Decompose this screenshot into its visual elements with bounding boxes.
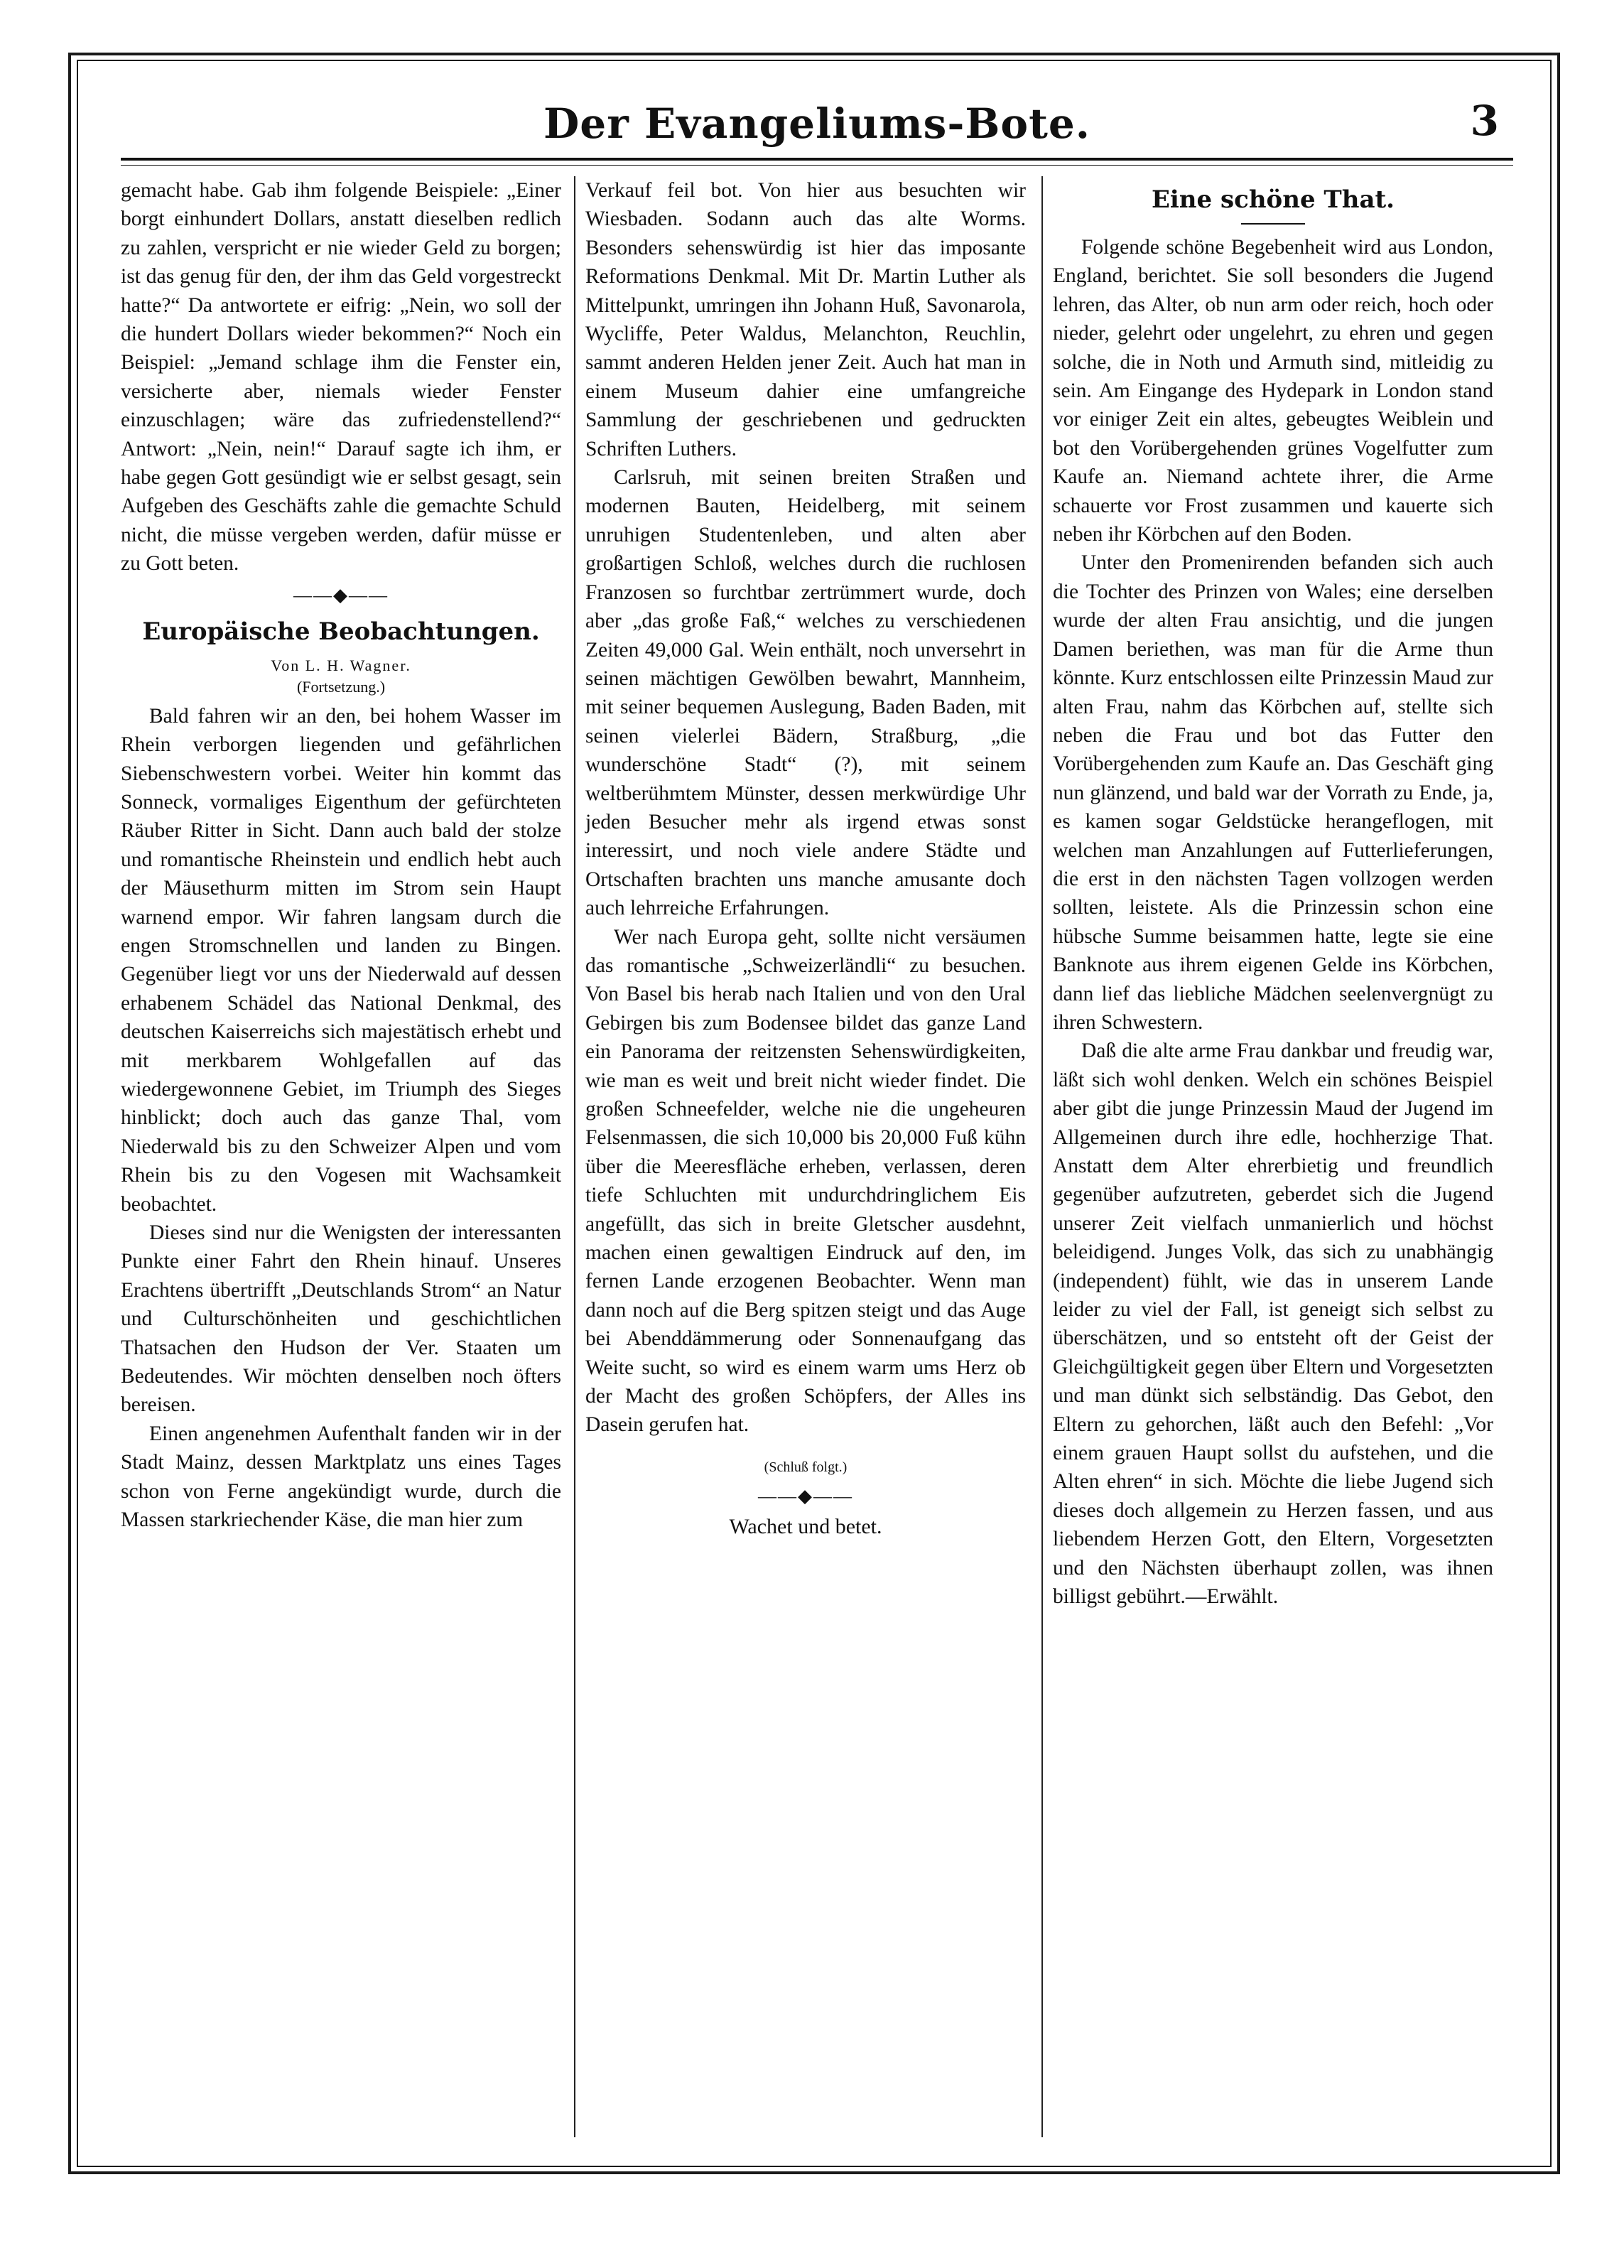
byline: Von L. H. Wagner. [271,656,411,674]
masthead-rule [121,158,1513,161]
paragraph: Bald fahren wir an den, bei hohem Wasser im Rhein verborgen liegenden und gefährlichen Siebenschwestern vorbei. Weiter hin kommt das Sonneck, vormaliges Eigenthum der gefürchteten Räuber Ritter in Sicht. Dann auch bald der stolze und romantische Rheinstein und endlich hebt auch der Mäusethurm mitten im Strom sein Haupt warnend empor. Wir fahren langsam durch die engen Stromschnellen und landen zu Bingen. Gegenüber liegt vor uns der Niederwald auf dessen erhabenem Schädel das National Denkmal, des deutschen Kaiserreichs sich majestätisch erhebt und mit merkbarem Wohlgefallen auf das wiedergewonnene Gebiet, im Triumph des Sieges hinblickt; doch auch das ganze Thal, vom Niederwald bis zu den Schweizer Alpen und vom Rhein bis zu den Vogesen mit Wachsamkeit beobachtet. [121,704,561,1216]
closing-line: Wachet und betet. [729,1514,882,1538]
paragraph: Unter den Promenirenden befanden sich auch die Tochter des Prinzen von Wales; eine derselben wurde der alten Frau ansichtig, und die jungen Damen beriethen, was man für die Arme thun könnte. Kurz entschlossen eilte Prinzessin Maud zur alten Frau, nahm das Körbchen auf, stellte sich neben die Frau und bot das Futter den Vorübergehenden zum Kaufe an. Das Geschäft ging nun glänzend, und bald war der Vorrath zu Ende, ja, es kamen sogar Geldstücke herangeflogen, mit welchen man Anzahlungen auf Futterlieferungen, die erst in den nächsten Tagen vollzogen werden sollten, leistete. Als die Prinzessin schon eine hübsche Summe beisammen hatte, legte sie eine Banknote aus ihrem eigenen Gelde ins Körbchen, dann lief das liebliche Mädchen seelenvergnügt zu ihren Schwestern. [1053,551,1493,1034]
paragraph: Verkauf feil bot. Von hier aus besuchten wir Wiesbaden. Sodann auch das alte Worms. Besonders sehenswürdig ist hier das imposante Reformations Denkmal. Mit Dr. Martin Luther als Mittelpunkt, umringen ihn Johann Huß, Savonarola, Wycliffe, Peter Waldus, Melanchton, Reuchlin, sammt anderen Helden jener Zeit. Auch hat man in einem Museum dahier eine umfangreiche Sammlung der geschriebenen und gedruckten Schriften Luthers. [585,179,1026,460]
masthead-rule-thin [121,165,1513,166]
column-3 [1053,176,1493,1611]
paragraph: Daß die alte arme Frau dankbar und freudig war, läßt sich wohl denken. Welch ein schönes Beispiel aber gibt die junge Prinzessin Maud der Jugend im Allgemeinen durch ihre edle, hochherzige That. Anstatt dem Alter ehrerbietig und freundlich gegenüber aufzutreten, geberdet sich die Jugend unserer Zeit vielfach unmanierlich und höchst beleidigend. Junges Volk, das sich zu unabhängig (independent) fühlt, wie das in unserem Lande leider zu viel der Fall, ist geneigt sich selbst zu überschätzen, und so entsteht oft der Geist der Gleichgültigkeit gegen über Eltern und Vorgesetzten und man dünkt sich selbständig. Das Gebot, den Eltern zu gehorchen, läßt auch den Befehl: „Vor einem grauen Haupt sollst du aufstehen, und die Alten ehren“ in sich. Möchte die liebe Jugend sich dieses doch allgemein zu Herzen fassen, und aus liebendem Herzen Gott, den Eltern, Vorgesetzten und den Nächsten überhaupt zollen, was ihnen billigst gebührt.—Erwählt. [1053,1040,1493,1609]
column-1 [121,176,561,1534]
column-divider [1041,176,1043,2137]
paragraph: Folgende schöne Begebenheit wird aus London, England, berichtet. Sie soll besonders die Jugend lehren, das Alter, ob nun arm oder reich, hoch oder nieder, gelehrt oder ungelehrt, zu ehren und gegen solche, die in Noth und Armuth sind, mitleidig zu sein. Am Eingange des Hydepark in London stand vor einiger Zeit ein altes, gebeugtes Weiblein und bot den Vorübergehenden grünes Vogelfutter zum Kaufe an. Niemand achtete ihrer, die Arme schauerte vor Frost zusammen und kauerte sich neben ihr Körbchen auf den Boden. [1053,236,1493,546]
heading-rule [1241,223,1305,225]
section-ornament: ——◆—— [293,584,389,605]
newspaper-title: Der Evangeliums-Bote. [543,99,1090,148]
article-heading: Eine schöne That. [1151,185,1395,214]
paragraph: Dieses sind nur die Wenigsten der interessanten Punkte einer Fahrt den Rhein hinauf. Unseres Erachtens übertrifft „Deutschlands Strom“ an Natur und Culturschönheiten und geschichtlichen Thatsachen den Hudson der Ver. Staaten um Bedeutendes. Wir möchten denselben noch öfters bereisen. [121,1221,561,1417]
to-be-continued-note: (Schluß folgt.) [764,1459,848,1475]
paragraph: Carlsruh, mit seinen breiten Straßen und modernen Bauten, Heidelberg, mit seinem unruhigen Studentenleben, und alten aber großartigen Schloß, welches durch die ruchlosen Franzosen so furchtbar zertrümmert wurde, doch aber „das große Faß,“ welches zu verschiedenen Zeiten 49,000 Gal. Wein enthält, noch unversehrt in seinen mächtigen Gewölben bewahrt, Mannheim, mit seiner bequemen Auslegung, Baden Baden, mit seinen vielerlei Bädern, Straßburg, „die wunderschöne Stadt“ (?), mit seinem weltberühmtem Münster, dessen merkwürdige Uhr jeden Besucher mehr als irgend etwas sonst interessirt, und noch viele andere Städte und Ortschaften brachten uns manche amusante doch auch lehrreiche Erfahrungen. [585,466,1026,920]
paragraph: Einen angenehmen Aufenthalt fanden wir in der Stadt Mainz, dessen Marktplatz uns eines Tages schon von Ferne angekündigt wurde, durch die Massen starkriechender Käse, die man hier zum [121,1422,561,1532]
page-number: 3 [1470,97,1499,145]
masthead [121,99,1513,156]
article-heading: Europäische Beobachtungen. [142,617,540,646]
paragraph: gemacht habe. Gab ihm folgende Beispiele: „Einer borgt einhundert Dollars, anstatt dieselben redlich zu zahlen, verspricht er nie wieder Geld zu borgen; ist das genug für den, der ihm das Geld vorgestreckt hatte?“ Da antwortete er eifrig: „Nein, wo soll der die hundert Dollars wieder bekommen?“ Noch ein Beispiel: „Jemand schlage ihm die Fenster ein, versicherte aber, niemals wieder Fenster einzuschlagen; wäre das zufriedenstellend?“ Antwort: „Nein, nein!“ Darauf sagte ich ihm, er habe gegen Gott gesündigt wie er selbst gesagt, sein Aufgeben des Geschäfts zahle die gemachte Schuld nicht, die müsse vergeben werden, dafür müsse er zu Gott beten. [121,179,561,576]
column-2 [585,176,1026,1543]
paragraph: Wer nach Europa geht, sollte nicht versäumen das romantische „Schweizerländli“ zu besuchen. Von Basel bis herab nach Italien und von den Ural Gebirgen bis zum Bodensee bildet das ganze Land ein Panorama der reitzensten Sehenswürdigkeiten, wie man es weit und breit nicht wieder findet. Die großen Schneefelder, welche nie die ungeheuren Felsenmassen, die sich 10,000 bis 20,000 Fuß kühn über die Meeresfläche erheben, verlassen, deren tiefe Schluchten mit undurchdringlichem Eis angefüllt, das sich in breite Gletscher ausdehnt, machen einen gewaltigen Eindruck auf den, im fernen Lande erzogenen Beobachter. Wenn man dann noch auf die Berg spitzen steigt und das Auge bei Abenddämmerung oder Sonnenaufgang das Weite sucht, so wird es einem warm ums Herz ob der Macht des großen Schöpfers, der Alles ins Dasein gerufen hat. [585,925,1026,1437]
section-ornament: ——◆—— [758,1485,853,1506]
column-divider [574,176,575,2137]
continuation-note: (Fortsetzung.) [296,677,386,696]
